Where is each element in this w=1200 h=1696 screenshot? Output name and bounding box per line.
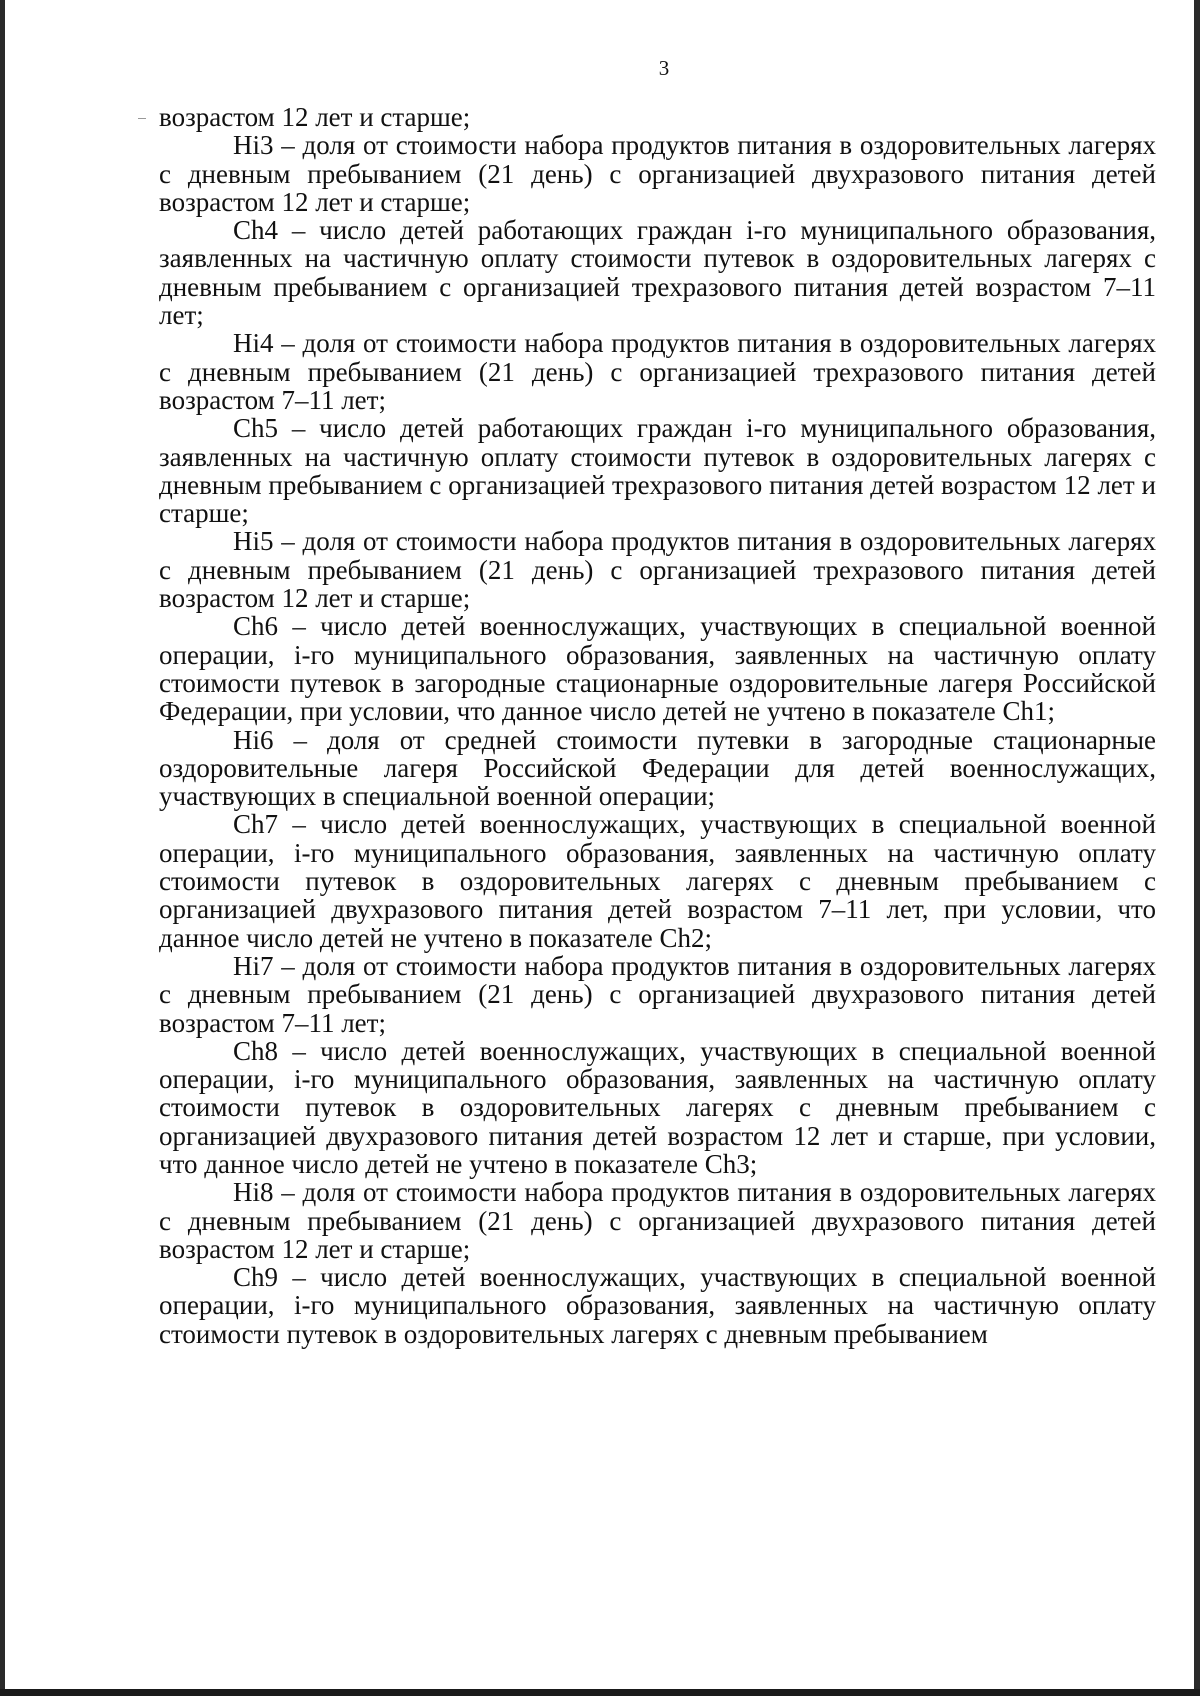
paragraph-hi7: Hi7 – доля от стоимости набора продуктов питания в оздоровительных лагерях с дневным пребыванием (21 день) с организацией двухразового питания детей возрастом 7–11 лет;	[159, 950, 1156, 1038]
paragraph-hi4: Hi4 – доля от стоимости набора продуктов питания в оздоровительных лагерях с дневным пребыванием (21 день) с организацией трехразового питания детей возрастом 7–11 лет;	[159, 328, 1156, 415]
paragraph-ch5: Ch5 – число детей работающих граждан i-го муниципального образования, заявленных на частичную оплату стоимости путевок в оздоровительных лагерях с дневным пребыванием с организацией трехразового питания детей возрастом 12 лет и старше;	[159, 413, 1156, 529]
scan-border-left	[0, 0, 5, 1696]
page-number: 3	[658, 56, 670, 80]
paragraph-hi6: Hi6 – доля от средней стоимости путевки в загородные стационарные оздоровительные лагеря Российской Федерации для детей военнослужащих, участвующих в специальной военной операции;	[159, 724, 1156, 812]
paragraph-ch6: Ch6 – число детей военнослужащих, участвующих в специальной военной операции, i-го муниципального образования, заявленных на частичную оплату стоимости путевок в загородные стационарные оздоровительные лагеря Российской Федерации, при условии, что данное число детей не учтено в показателе Ch1;	[159, 611, 1156, 727]
scan-border-bottom	[0, 1689, 1200, 1696]
paragraph-ch7: Ch7 – число детей военнослужащих, участвующих в специальной военной операции, i-го муниципального образования, заявленных на частичную оплату стоимости путевок в оздоровительных лагерях с дневным пребыванием с организацией двухразового питания детей возрастом 7–11 лет, при условии, что данное число детей не учтено в показателе Ch2;	[159, 809, 1156, 953]
paragraph-ch8: Ch8 – число детей военнослужащих, участвующих в специальной военной операции, i-го муниципального образования, заявленных на частичную оплату стоимости путевок в оздоровительных лагерях с дневным пребыванием с организацией двухразового питания детей возрастом 12 лет и старше, при условии, что данное число детей не учтено в показателе Ch3;	[159, 1035, 1156, 1179]
document-body	[159, 103, 1156, 1348]
paragraph-hi8: Hi8 – доля от стоимости набора продуктов питания в оздоровительных лагерях с дневным пребыванием (21 день) с организацией двухразового питания детей возрастом 12 лет и старше;	[159, 1177, 1156, 1264]
paragraph-ch9: Ch9 – число детей военнослужащих, участвующих в специальной военной операции, i-го муниципального образования, заявленных на частичную оплату стоимости путевок в оздоровительных лагерях с дневным пребыванием	[159, 1262, 1156, 1349]
paragraph-continuation: возрастом 12 лет и старше;	[159, 102, 471, 132]
paragraph-hi3: Hi3 – доля от стоимости набора продуктов питания в оздоровительных лагерях с дневным пребыванием (21 день) с организацией двухразового питания детей возрастом 12 лет и старше;	[159, 130, 1156, 217]
scan-artifact-mark	[138, 118, 146, 119]
paragraph-ch4: Ch4 – число детей работающих граждан i-го муниципального образования, заявленных на частичную оплату стоимости путевок в оздоровительных лагерях с дневным пребыванием с организацией трехразового питания детей возрастом 7–11 лет;	[159, 215, 1156, 331]
paragraph-hi5: Hi5 – доля от стоимости набора продуктов питания в оздоровительных лагерях с дневным пребыванием (21 день) с организацией трехразового питания детей возрастом 12 лет и старше;	[159, 526, 1156, 614]
scan-border-right	[1194, 0, 1200, 1696]
